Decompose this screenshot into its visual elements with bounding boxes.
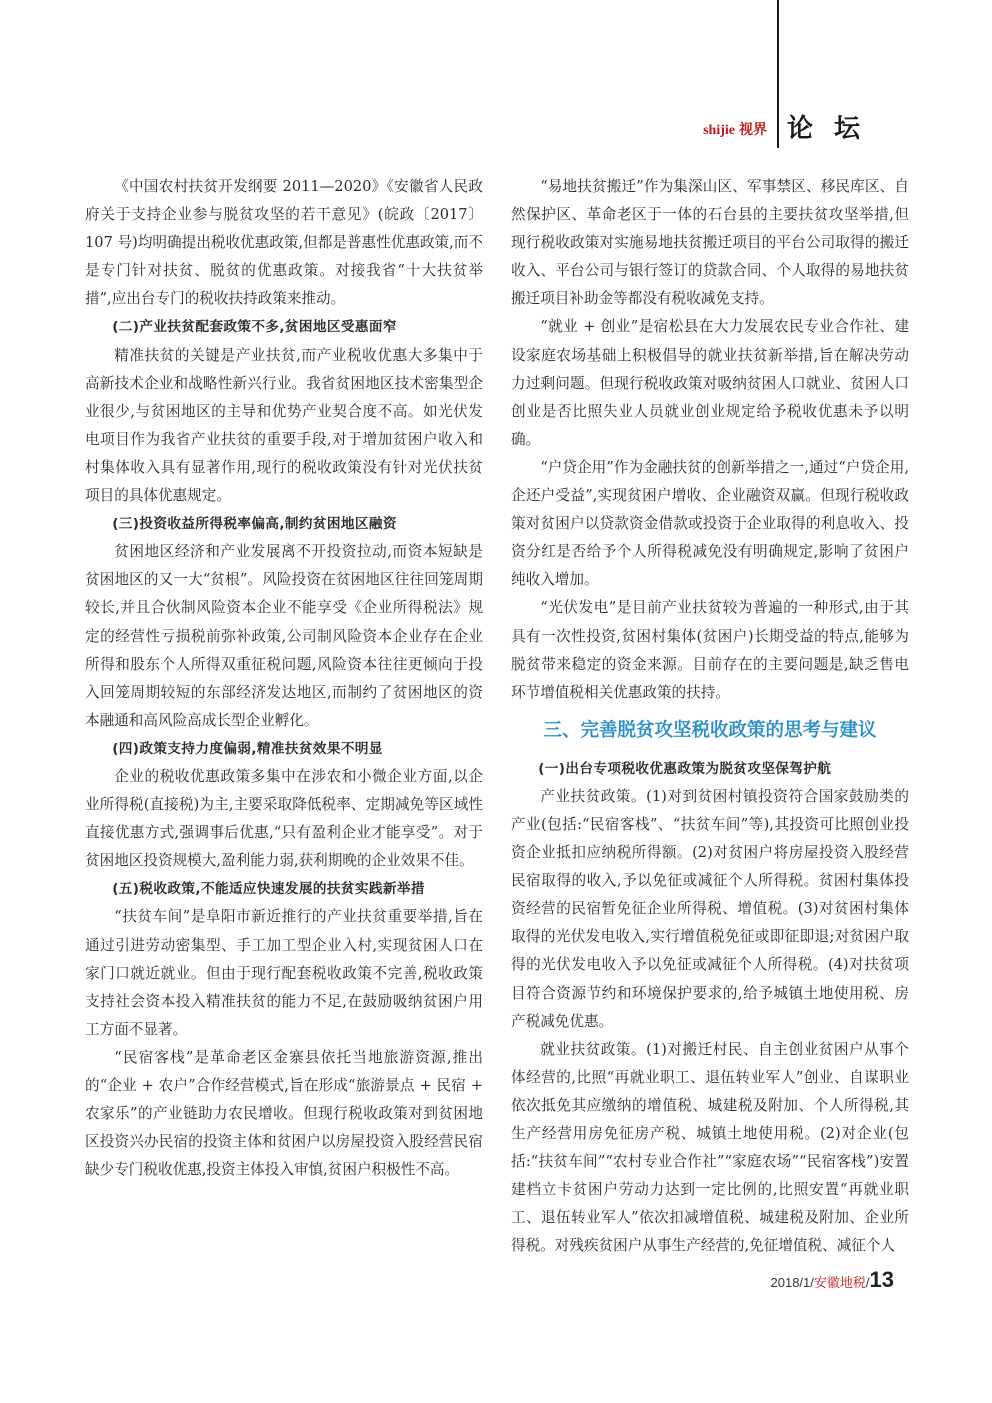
paragraph: 《中国农村扶贫开发纲要 2011—2020》《安徽省人民政府关于支持企业参与脱贫攻坚的若干意见》(皖政〔2017〕107 号)均明确提出税收优惠政策,但都是普惠性优惠政策,而不是专门针对扶贫、脱贫的优惠政策。对接我省“十大扶贫举措”,应出台专门的税收扶持政策来推动。 — [85, 178, 483, 308]
subheading: (一)出台专项税收优惠政策为脱贫攻坚保驾护航 — [538, 760, 832, 777]
paragraph: 企业的税收优惠政策多集中在涉农和小微企业方面,以企业所得税(直接税)为主,主要采取降低税率、定期减免等区域性直接优惠方式,强调事后优惠,“只有盈利企业才能享受”。对于贫困地区投资规模大,盈利能力弱,获利期晚的企业效果不佳。 — [85, 767, 483, 870]
paragraph: 贫困地区经济和产业发展离不开投资拉动,而资本短缺是贫困地区的又一大“贫根”。风险投资在贫困地区往往回笼周期较长,并且合伙制风险资本企业不能享受《企业所得税法》规定的经营性亏损税前弥补政策,公司制风险资本企业存在企业所得和股东个人所得双重征税问题,风险资本往往更倾向于投入回笼周期较短的东部经济发达地区,而制约了贫困地区的资本融通和高风险高成长型企业孵化。 — [85, 543, 483, 729]
subheading: (五)税收政策,不能适应快速发展的扶贫实践新举措 — [112, 881, 425, 898]
paragraph: 产业扶贫政策。(1)对到贫困村镇投资符合国家鼓励类的产业(包括:“民宿客栈”、“扶贫车间”等),其投资可比照创业投资企业抵扣应纳税所得额。(2)对贫困户将房屋投资入股经营民宿取得的收入,予以免征或减征个人所得税。贫困村集体投资经营的民宿暂免征企业所得税、增值税。(3)对贫困村集体取得的光伏发电收入,实行增值税免征或即征即退;对贫困户取得的光伏发电收入予以免征或减征个人所得税。(4)对扶贫项目符合资源节约和环境保护要求的,给予城镇土地使用税、房产税减免优惠。 — [511, 787, 909, 1030]
page-number: 13 — [869, 1267, 894, 1292]
subheading: (二)产业扶贫配套政策不多,贫困地区受惠面窄 — [112, 319, 397, 336]
footer-separator: / — [865, 1275, 870, 1290]
header-section-label — [703, 120, 767, 141]
paragraph: 精准扶贫的关键是产业扶贫,而产业税收优惠大多集中于高新技术企业和战略性新兴行业。我省贫困地区技术密集型企业很少,与贫困地区的主导和优势产业契合度不高。如光伏发电项目作为我省产业扶贫的重要手段,对于增加贫困户收入和村集体收入具有显著作用,现行的税收政策没有针对光伏扶贫项目的具体优惠规定。 — [85, 346, 483, 505]
column-title: 论 坛 — [787, 114, 867, 144]
left-column — [85, 173, 483, 1184]
page-footer — [771, 1268, 895, 1295]
issue-number: 2018/1/ — [770, 1275, 814, 1290]
publication-name: 安徽地税 — [813, 1275, 866, 1290]
paragraph: “户贷企用”作为金融扶贫的创新举措之一,通过“户贷企用,企还户受益”,实现贫困户增收、企业融资双赢。但现行税收政策对贫困户以贷款资金借款或投资于企业取得的利息收入、投资分红是否给予个人所得税减免没有明确规定,影响了贫困户纯收入增加。 — [511, 458, 909, 589]
paragraph: “易地扶贫搬迁”作为集深山区、军事禁区、移民库区、自然保护区、革命老区于一体的石台县的主要扶贫攻坚举措,但现行税收政策对实施易地扶贫搬迁项目的平台公司取得的搬迁收入、平台公司与银行签订的贷款合同、个人取得的易地扶贫搬迁项目补助金等都没有税收减免支持。 — [511, 178, 909, 308]
right-column — [511, 173, 909, 1260]
paragraph: “民宿客栈”是革命老区金寨县依托当地旅游资源,推出的“企业 + 农户”合作经营模式,旨在形成“旅游景点 + 民宿 + 农家乐”的产业链助力农民增收。但现行税收政策对到贫困地区投资兴办民宿的投资主体和贫困户以房屋投资入股经营民宿缺少专门税收优惠,投资主体投入审慎,贫困户积极性不高。 — [85, 1048, 483, 1179]
subheading: (四)政策支持力度偏弱,精准扶贫效果不明显 — [112, 740, 383, 757]
paragraph: “就业 + 创业”是宿松县在大力发展农民专业合作社、建设家庭农场基础上积极倡导的就业扶贫新举措,旨在解决劳动力过剩问题。但现行税收政策对吸纳贫困人口就业、贫困人口创业是否比照失业人员就业创业规定给予税收优惠未予以明确。 — [511, 318, 909, 448]
subheading: (三)投资收益所得税率偏高,制约贫困地区融资 — [112, 516, 397, 533]
paragraph: “光伏发电”是目前产业扶贫较为普遍的一种形式,由于其具有一次性投资,贫困村集体(贫困户)长期受益的特点,能够为脱贫带来稳定的资金来源。目前存在的主要问题是,缺乏售电环节增值税相关优惠政策的扶持。 — [511, 599, 909, 701]
section-heading: 三、完善脱贫攻坚税收政策的思考与建议 — [543, 719, 877, 741]
section-label-cn: 视界 — [739, 122, 767, 138]
paragraph: “扶贫车间”是阜阳市新近推行的产业扶贫重要举措,旨在通过引进劳动密集型、手工加工型企业入村,实现贫困人口在家门口就近就业。但由于现行配套税收政策不完善,税收政策支持社会资本投入精准扶贫的能力不足,在鼓励吸纳贫困户用工方面不显著。 — [85, 908, 483, 1038]
paragraph: 就业扶贫政策。(1)对搬迁村民、自主创业贫困户从事个体经营的,比照“再就业职工、退伍转业军人”创业、自谋职业依次抵免其应缴纳的增值税、城建税及附加、个人所得税,其生产经营用房免征房产税、城镇土地使用税。(2)对企业(包括:“扶贫车间”“农村专业合作社”“家庭农场”“民宿客栈”)安置建档立卡贫困户劳动力达到一定比例的,比照安置“再就业职工、退伍转业军人”依次扣减增值税、城建税及附加、企业所得税。对残疾贫困户从事生产经营的,免征增值税、减征个人 — [511, 1040, 909, 1255]
section-label-en: shijie — [703, 123, 735, 138]
header-vertical-rule — [777, 0, 779, 148]
